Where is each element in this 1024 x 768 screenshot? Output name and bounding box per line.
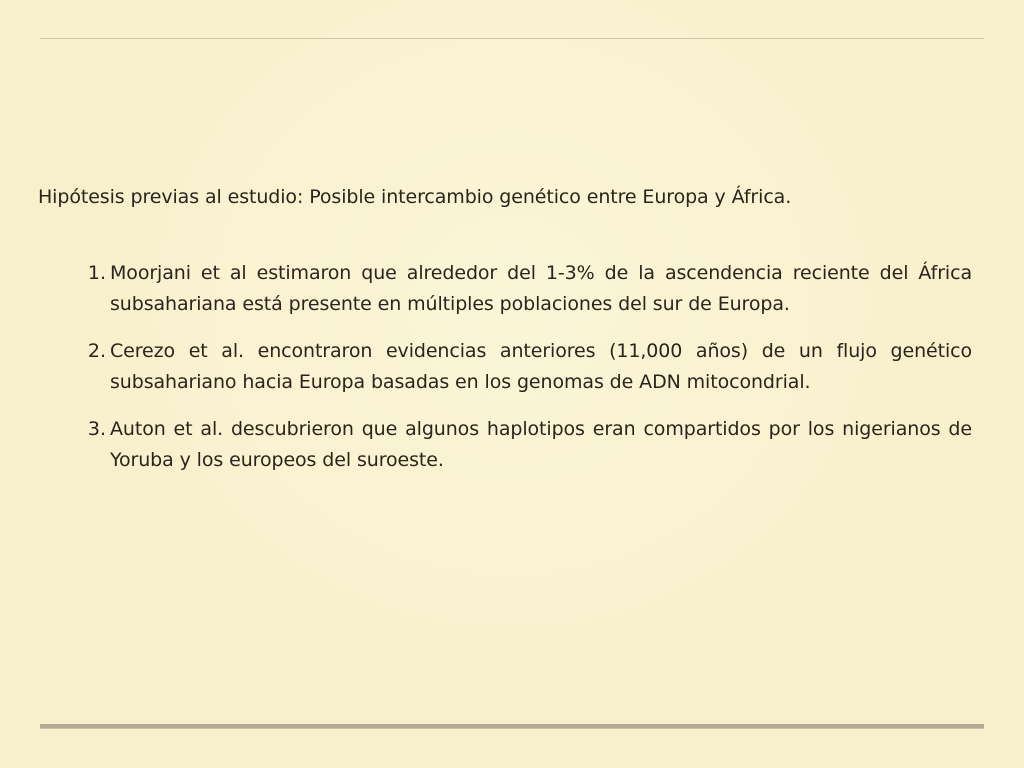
list-item	[0, 258, 1024, 320]
list-item-number: 2.	[87, 340, 106, 362]
list-item-text: Auton et al. descubrieron que algunos haplotipos eran compartidos por los nigerianos de Yoruba y los europeos del suroeste.	[110, 418, 972, 471]
list-item-text: Cerezo et al. encontraron evidencias anteriores (11,000 años) de un flujo genético subsahariano hacia Europa basadas en los genomas de ADN mitocondrial.	[110, 340, 972, 393]
list-item	[0, 414, 1024, 476]
list-item-number: 1.	[87, 262, 106, 284]
intro-text: Hipótesis previas al estudio: Posible intercambio genético entre Europa y África.	[38, 186, 792, 208]
bottom-divider	[40, 724, 984, 728]
hypothesis-list	[0, 258, 1024, 492]
list-item-number: 3.	[87, 418, 106, 440]
list-item-text: Moorjani et al estimaron que alrededor del 1-3% de la ascendencia reciente del África subsahariana está presente en múltiples poblaciones del sur de Europa.	[110, 262, 972, 315]
top-divider	[40, 38, 984, 39]
list-item	[0, 336, 1024, 398]
